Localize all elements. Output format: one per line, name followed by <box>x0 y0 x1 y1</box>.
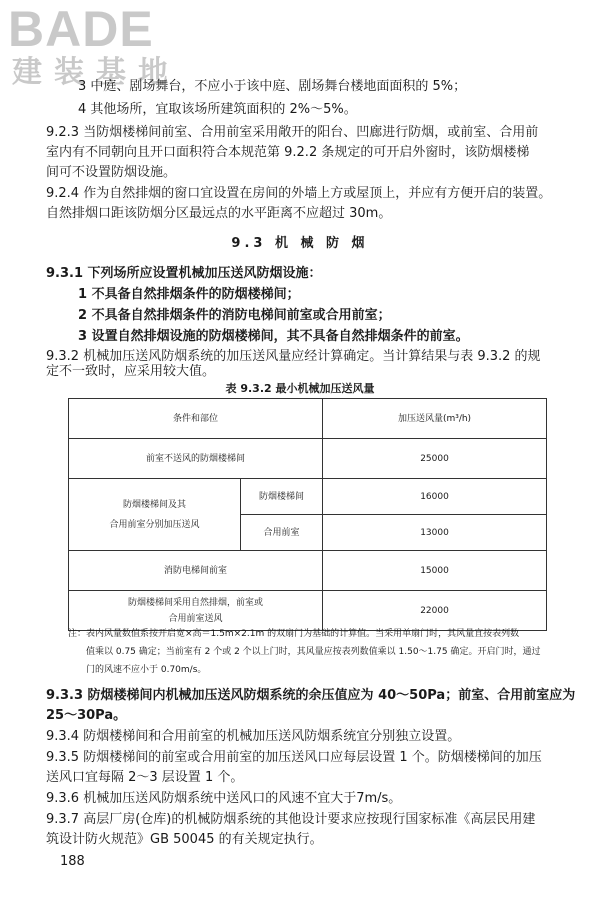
table-note: 注：表内风量数值系按开启宽×高＝1.5m×2.1m 的双扇门为基础的计算值。当采用单扇门时，其风量宜按表列数 <box>68 629 520 639</box>
table-row <box>69 591 547 631</box>
paragraph-line: 送风口宜每隔 2～3 层设置 1 个。 <box>46 770 244 785</box>
section-heading: 9.3 机 械 防 烟 <box>231 236 369 251</box>
page-number: 188 <box>60 854 85 869</box>
paragraph-line: 定不一致时，应采用较大值。 <box>46 364 216 379</box>
row-label <box>69 479 241 551</box>
row-sublabel: 防烟楼梯间 <box>241 479 323 515</box>
paragraph-line: 室内有不同朝向且开口面积符合本规范第 9.2.2 条规定的可开启外窗时，该防烟楼梯 <box>46 145 530 160</box>
header-airflow: 加压送风量(m³/h) <box>323 399 547 439</box>
clause-9-3-5: 9.3.5 防烟楼梯间的前室或合用前室的加压送风口应每层设置 1 个。防烟楼梯间的加压 <box>46 750 542 765</box>
list-item: 2 不具备自然排烟条件的消防电梯间前室或合用前室； <box>78 308 391 323</box>
table-row <box>69 439 547 479</box>
clause-9-3-4: 9.3.4 防烟楼梯间和合用前室的机械加压送风防烟系统宜分别独立设置。 <box>46 729 461 744</box>
watermark-logo <box>8 2 180 90</box>
row-label-line: 防烟楼梯间采用自然排烟，前室或 <box>128 597 264 608</box>
table-row <box>69 551 547 591</box>
airflow-table <box>68 398 547 631</box>
paragraph-line: 筑设计防火规范》GB 50045 的有关规定执行。 <box>46 832 323 847</box>
table-row <box>69 479 547 515</box>
table-header-row <box>69 399 547 439</box>
logo-text: BADE <box>8 1 154 57</box>
row-value: 25000 <box>323 439 547 479</box>
clause-9-3-6: 9.3.6 机械加压送风防烟系统中送风口的风速不宜大于7m/s。 <box>46 791 402 806</box>
row-label: 前室不送风的防烟楼梯间 <box>69 439 323 479</box>
list-item: 3 设置自然排烟设施的防烟楼梯间，其不具备自然排烟条件的前室。 <box>78 329 469 344</box>
clause-9-3-3: 9.3.3 防烟楼梯间内机械加压送风防烟系统的余压值应为 40～50Pa；前室、合用前室应为 <box>46 688 576 703</box>
paragraph-line: 25～30Pa。 <box>46 708 127 723</box>
row-label-line: 合用前室送风 <box>168 613 223 624</box>
row-label-line: 合用前室分别加压送风 <box>109 519 200 530</box>
clause-9-3-2: 9.3.2 机械加压送风防烟系统的加压送风量应经计算确定。当计算结果与表 9.3.2 的规 <box>46 349 541 364</box>
list-item: 1 不具备自然排烟条件的防烟楼梯间； <box>78 287 300 302</box>
row-value: 13000 <box>323 515 547 551</box>
table-note: 门的风速不应小于 0.70m/s。 <box>86 665 207 675</box>
paragraph-line: 间可不设置防烟设施。 <box>46 165 177 180</box>
clause-9-2-4: 9.2.4 作为自然排烟的窗口宜设置在房间的外墙上方或屋顶上，并应有方便开启的装置。 <box>46 186 552 201</box>
clause-9-3-7: 9.3.7 高层厂房(仓库)的机械防烟系统的其他设计要求应按现行国家标准《高层民用建 <box>46 812 536 827</box>
clause-9-3-1: 9.3.1 下列场所应设置机械加压送风防烟设施： <box>46 266 322 281</box>
list-item: 4 其他场所，宜取该场所建筑面积的 2%～5%。 <box>78 102 357 117</box>
table-note: 值乘以 0.75 确定；当前室有 2 个或 2 个以上门时，其风量应按表列数值乘以 1.50～1.75 确定。开启门时，通过 <box>86 647 541 657</box>
row-sublabel: 合用前室 <box>241 515 323 551</box>
list-item: 3 中庭、剧场舞台，不应小于该中庭、剧场舞台楼地面面积的 5%； <box>78 79 467 94</box>
row-label: 消防电梯间前室 <box>69 551 323 591</box>
logo-subtitle: 建装基地 <box>12 55 180 90</box>
header-condition: 条件和部位 <box>69 399 323 439</box>
row-label <box>69 591 323 631</box>
table-caption: 表 9.3.2 最小机械加压送风量 <box>225 382 375 395</box>
row-value: 22000 <box>323 591 547 631</box>
row-value: 16000 <box>323 479 547 515</box>
paragraph-line: 自然排烟口距该防烟分区最远点的水平距离不应超过 30m。 <box>46 206 392 221</box>
clause-9-2-3: 9.2.3 当防烟楼梯间前室、合用前室采用敞开的阳台、凹廊进行防烟，或前室、合用前 <box>46 125 539 140</box>
row-value: 15000 <box>323 551 547 591</box>
row-label-line: 防烟楼梯间及其 <box>122 499 186 510</box>
